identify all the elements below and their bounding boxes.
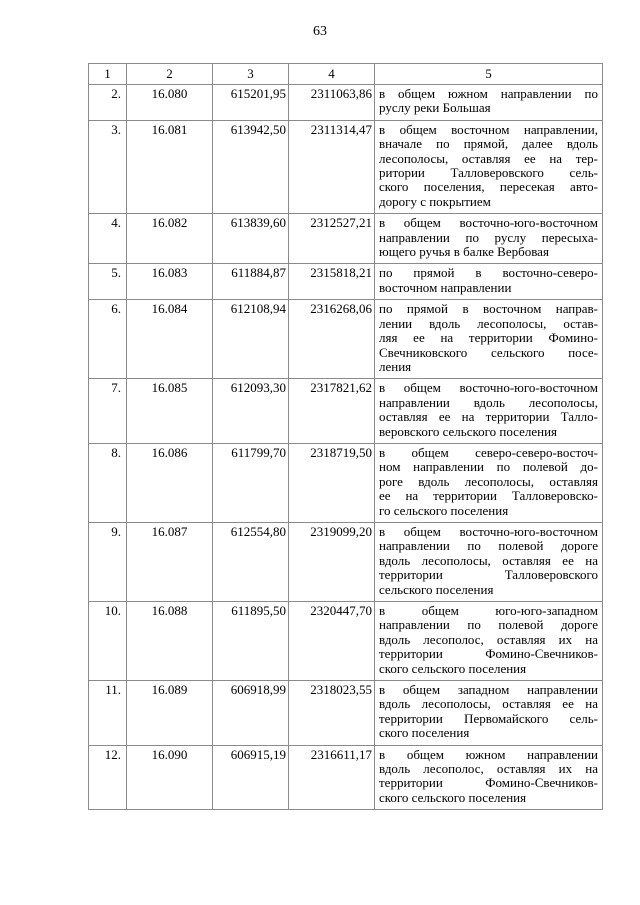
coordinate-x: 606918,99 — [213, 681, 289, 746]
row-number: 6. — [89, 300, 127, 379]
description-line: в общем восточном направлении, — [379, 121, 598, 137]
description-line: ления — [379, 358, 412, 374]
boundary-description — [375, 602, 603, 681]
row-number: 7. — [89, 379, 127, 444]
description-line: восточном направлении — [379, 279, 512, 295]
coordinate-x: 613942,50 — [213, 120, 289, 213]
coordinate-x: 612108,94 — [213, 300, 289, 379]
coordinate-y: 2318023,55 — [289, 681, 375, 746]
boundary-description — [375, 379, 603, 444]
row-number: 11. — [89, 681, 127, 746]
description-line: в общем южном направлении по — [379, 86, 598, 101]
description-line: ского сельского поселения — [379, 789, 527, 805]
description-line: направлении по руслу пересыха- — [379, 229, 598, 245]
description-line: веровского сельского поселения — [379, 423, 558, 439]
column-header-x: 3 — [213, 64, 289, 85]
description-line: вдоль лесополосы, оставляя ее на — [379, 696, 598, 712]
description-line: сельского поселения — [379, 581, 494, 597]
coordinate-x: 613839,60 — [213, 214, 289, 264]
row-number: 8. — [89, 443, 127, 522]
row-number: 10. — [89, 602, 127, 681]
column-header-y: 4 — [289, 64, 375, 85]
description-line: направлении вдоль лесополосы, — [379, 394, 598, 410]
description-line: ляя ее на территории Фомино- — [379, 330, 598, 346]
description-line: в общем южном направлении — [379, 746, 598, 762]
row-number: 2. — [89, 85, 127, 121]
coordinate-y: 2311063,86 — [289, 85, 375, 121]
point-code: 16.082 — [127, 214, 213, 264]
description-line: ее на территории Талловеровско- — [379, 488, 598, 504]
table-row — [89, 300, 603, 379]
point-code: 16.084 — [127, 300, 213, 379]
column-header-code: 2 — [127, 64, 213, 85]
table-row — [89, 443, 603, 522]
boundary-description — [375, 522, 603, 601]
coordinate-x: 612093,30 — [213, 379, 289, 444]
description-line: руслу реки Большая — [379, 100, 491, 116]
description-line: вдоль лесополос, оставляя их на — [379, 631, 598, 647]
description-line: в общем северо-северо-восточ- — [379, 444, 598, 460]
coordinate-x: 612554,80 — [213, 522, 289, 601]
boundary-description — [375, 300, 603, 379]
row-number: 3. — [89, 120, 127, 213]
description-line: лении вдоль лесополосы, остав- — [379, 315, 598, 331]
description-line: ского поселения — [379, 725, 470, 741]
description-line: Свечниковского сельского посе- — [379, 344, 598, 360]
description-line: оставляя ее на территории Талло- — [379, 409, 598, 425]
description-line: вдоль лесополосы, оставляя ее на — [379, 552, 598, 568]
table-header-row — [89, 64, 603, 85]
boundary-description — [375, 214, 603, 264]
description-line: направлении по полевой дороге — [379, 617, 598, 633]
coordinate-y: 2319099,20 — [289, 522, 375, 601]
description-line: роге вдоль лесополосы, оставляя — [379, 473, 598, 489]
column-header-number: 1 — [89, 64, 127, 85]
boundary-description — [375, 745, 603, 810]
coordinate-y: 2320447,70 — [289, 602, 375, 681]
coordinate-y: 2312527,21 — [289, 214, 375, 264]
boundary-description — [375, 681, 603, 746]
description-line: вдоль лесополос, оставляя их на — [379, 761, 598, 777]
point-code: 16.080 — [127, 85, 213, 121]
table-row — [89, 681, 603, 746]
description-line: го сельского поселения — [379, 502, 509, 518]
boundary-description — [375, 120, 603, 213]
row-number: 12. — [89, 745, 127, 810]
point-code: 16.090 — [127, 745, 213, 810]
row-number: 9. — [89, 522, 127, 601]
description-line: территории Фомино-Свечников- — [379, 646, 598, 662]
table-body — [89, 64, 603, 810]
row-number: 4. — [89, 214, 127, 264]
description-line: территории Фомино-Свечников- — [379, 775, 598, 791]
coordinate-x: 606915,19 — [213, 745, 289, 810]
point-code: 16.089 — [127, 681, 213, 746]
description-line: ского сельского поселения — [379, 660, 527, 676]
description-line: в общем юго-юго-западном — [379, 603, 598, 618]
coordinate-x: 611884,87 — [213, 264, 289, 300]
description-line: ского поселения, пересекая авто- — [379, 179, 598, 195]
point-code: 16.083 — [127, 264, 213, 300]
point-code: 16.081 — [127, 120, 213, 213]
boundary-description — [375, 85, 603, 121]
coordinate-y: 2315818,21 — [289, 264, 375, 300]
coordinate-y: 2316611,17 — [289, 745, 375, 810]
description-line: ющего ручья в балке Вербовая — [379, 244, 549, 260]
table-row — [89, 214, 603, 264]
table-row — [89, 522, 603, 601]
table-row — [89, 379, 603, 444]
table-row — [89, 120, 603, 213]
point-code: 16.088 — [127, 602, 213, 681]
description-line: по прямой в восточно-северо- — [379, 265, 598, 281]
table-row — [89, 602, 603, 681]
boundary-description — [375, 264, 603, 300]
description-line: ном направлении по полевой до- — [379, 459, 598, 475]
column-header-description: 5 — [375, 64, 603, 85]
point-code: 16.087 — [127, 522, 213, 601]
description-line: в общем восточно-юго-восточном — [379, 380, 598, 396]
table-row — [89, 745, 603, 810]
description-line: вначале по прямой, далее вдоль — [379, 136, 598, 152]
table-row — [89, 264, 603, 300]
coordinate-y: 2311314,47 — [289, 120, 375, 213]
coordinate-x: 611895,50 — [213, 602, 289, 681]
coordinate-y: 2318719,50 — [289, 443, 375, 522]
page-number: 63 — [313, 24, 327, 39]
point-code: 16.085 — [127, 379, 213, 444]
description-line: лесополосы, оставляя ее на тер- — [379, 150, 598, 166]
boundary-description — [375, 443, 603, 522]
description-line: в общем восточно-юго-восточном — [379, 523, 598, 539]
description-line: дорогу с покрытием — [379, 193, 491, 209]
coordinate-y: 2317821,62 — [289, 379, 375, 444]
coordinate-x: 615201,95 — [213, 85, 289, 121]
description-line: в общем западном направлении — [379, 682, 598, 698]
description-line: территории Талловеровского — [379, 567, 598, 583]
coordinate-y: 2316268,06 — [289, 300, 375, 379]
description-line: по прямой в восточном направ- — [379, 301, 598, 317]
coordinate-x: 611799,70 — [213, 443, 289, 522]
description-line: ритории Талловеровского сель- — [379, 165, 598, 181]
description-line: направлении по полевой дороге — [379, 538, 598, 554]
table-row — [89, 85, 603, 121]
description-line: в общем восточно-юго-восточном — [379, 215, 598, 231]
boundary-points-table — [88, 63, 603, 810]
description-line: территории Первомайского сель- — [379, 710, 598, 726]
row-number: 5. — [89, 264, 127, 300]
point-code: 16.086 — [127, 443, 213, 522]
